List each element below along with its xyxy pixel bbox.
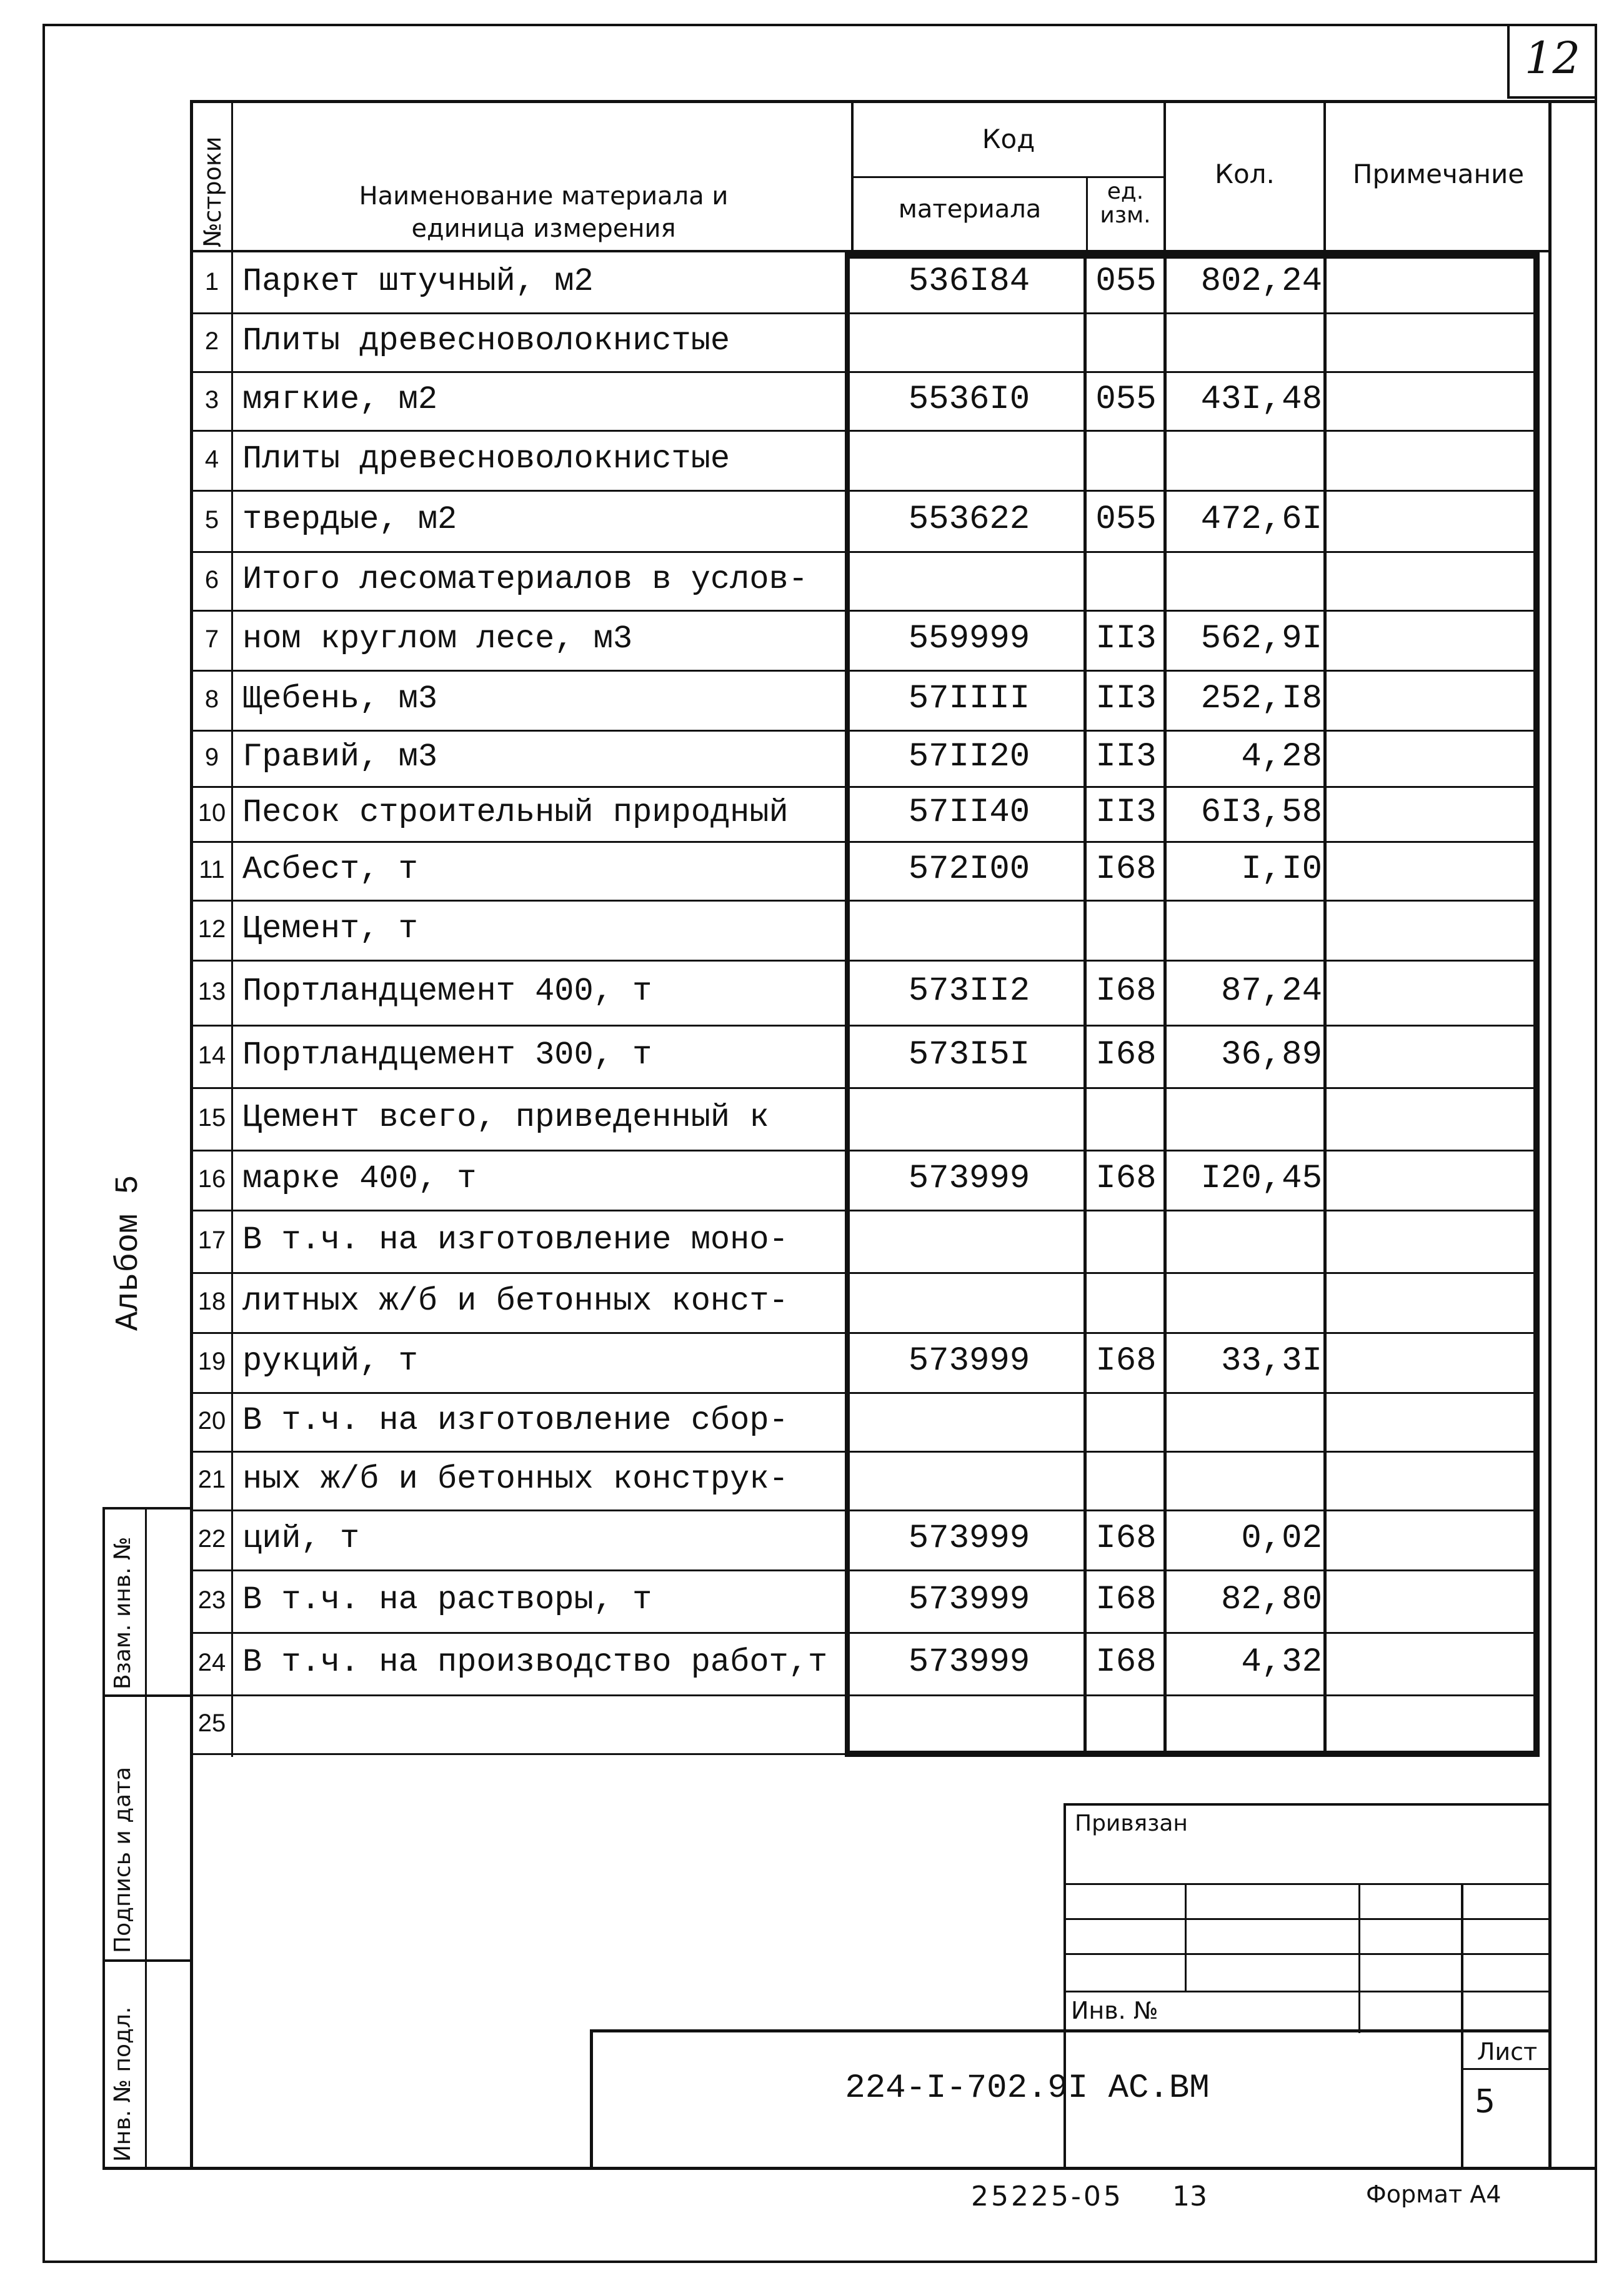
quantity: 87,24 — [1220, 972, 1322, 1010]
quantity: 252,I8 — [1200, 679, 1322, 718]
row-number: 21 — [197, 1466, 226, 1494]
row-number: 14 — [197, 1042, 226, 1070]
material-name: рукций, т — [242, 1342, 418, 1380]
header-row-number: №строки — [199, 136, 226, 247]
material-code: 57IIII — [908, 679, 1030, 718]
row-number: 4 — [204, 445, 219, 474]
replaced-inventory-label: Взам. инв. № — [110, 1536, 136, 1689]
unit-code: II3 — [1095, 619, 1157, 658]
unit-code: I68 — [1095, 1580, 1157, 1619]
unit-code: 055 — [1095, 500, 1157, 539]
header-material-code: материала — [898, 195, 1042, 224]
row-number: 23 — [197, 1586, 226, 1614]
row-number: 17 — [197, 1226, 226, 1255]
row-number: 25 — [197, 1709, 226, 1738]
material-name: Итого лесоматериалов в услов- — [242, 560, 808, 598]
material-name: Щебень, м3 — [242, 680, 438, 717]
unit-code: I68 — [1095, 1643, 1157, 1681]
row-number: 13 — [197, 978, 226, 1006]
material-code: 573I5I — [908, 1035, 1030, 1074]
material-name: Плиты древесноволокнистые — [242, 322, 730, 359]
row-number: 18 — [197, 1288, 226, 1316]
row-number: 8 — [204, 685, 219, 714]
quantity: 802,24 — [1200, 262, 1322, 301]
unit-code: II3 — [1095, 793, 1157, 832]
material-name: Цемент всего, приведенный к — [242, 1098, 769, 1136]
page-number-handwritten: 12 — [1525, 32, 1581, 84]
unit-code: I68 — [1095, 850, 1157, 888]
unit-code: II3 — [1095, 679, 1157, 718]
material-name: В т.ч. на растворы, т — [242, 1581, 652, 1618]
material-name: Плиты древесноволокнистые — [242, 440, 730, 477]
format-label: Формат А4 — [1366, 2181, 1502, 2208]
row-number: 24 — [197, 1649, 226, 1677]
row-number: 15 — [197, 1104, 226, 1132]
quantity: 562,9I — [1200, 619, 1322, 658]
material-name: Паркет штучный, м2 — [242, 262, 594, 300]
original-inventory-label: Инв. № подл. — [110, 2006, 136, 2162]
document-code: 224-I-702.9I АС.ВМ — [845, 2069, 1210, 2107]
material-name: Портландцемент 400, т — [242, 972, 652, 1010]
row-number: 6 — [204, 566, 219, 594]
quantity: 33,3I — [1220, 1341, 1322, 1380]
footer-number: 25225-05 — [971, 2181, 1123, 2212]
row-number: 9 — [204, 744, 219, 772]
material-code: 573999 — [908, 1159, 1030, 1198]
unit-code: I68 — [1095, 972, 1157, 1010]
material-code: 573II2 — [908, 972, 1030, 1010]
header-name — [237, 147, 850, 245]
quantity: 36,89 — [1220, 1035, 1322, 1074]
footer-copy-number: 13 — [1172, 2181, 1207, 2212]
material-name: марке 400, т — [242, 1160, 477, 1197]
material-name: В т.ч. на производство работ,т — [242, 1643, 828, 1681]
unit-code: I68 — [1095, 1341, 1157, 1380]
unit-code: 055 — [1095, 262, 1157, 301]
inventory-number-label: Инв. № — [1071, 1997, 1158, 2024]
material-code: 5536I0 — [908, 380, 1030, 419]
header-quantity: Кол. — [1215, 159, 1275, 189]
quantity: 6I3,58 — [1200, 793, 1322, 832]
attached-label: Привязан — [1075, 1811, 1188, 1836]
material-code: 559999 — [908, 619, 1030, 658]
material-name: твердые, м2 — [242, 500, 457, 538]
material-code: 57II40 — [908, 793, 1030, 832]
material-name: мягкие, м2 — [242, 381, 438, 418]
unit-code: I68 — [1095, 1035, 1157, 1074]
material-code: 553622 — [908, 500, 1030, 539]
sheet-label: Лист — [1477, 2038, 1538, 2066]
signature-date-label: Подпись и дата — [110, 1766, 136, 1953]
quantity: 4,28 — [1241, 737, 1322, 776]
header-note: Примечание — [1352, 159, 1525, 189]
row-number: 3 — [204, 386, 219, 414]
material-name: В т.ч. на изготовление сбор- — [242, 1401, 789, 1439]
header-code: Код — [982, 124, 1035, 154]
quantity: I,I0 — [1241, 850, 1322, 888]
row-number: 19 — [197, 1348, 226, 1376]
row-number: 1 — [204, 268, 219, 296]
material-name: ном круглом лесе, м3 — [242, 620, 633, 657]
row-number: 12 — [197, 915, 226, 943]
material-name: ных ж/б и бетонных конструк- — [242, 1460, 789, 1498]
material-code: 573999 — [908, 1341, 1030, 1380]
unit-code: 055 — [1095, 380, 1157, 419]
unit-code: I68 — [1095, 1159, 1157, 1198]
quantity: 0,02 — [1241, 1519, 1322, 1558]
material-code: 573999 — [908, 1580, 1030, 1619]
header-name-text: Наименование материала и единица измерения — [359, 182, 729, 243]
material-code: 573999 — [908, 1519, 1030, 1558]
quantity: 4,32 — [1241, 1643, 1322, 1681]
material-name: Асбест, т — [242, 850, 418, 888]
material-name: В т.ч. на изготовление моно- — [242, 1221, 789, 1258]
material-name: Гравий, м3 — [242, 738, 438, 775]
material-name: Песок строительный природный — [242, 793, 789, 831]
material-code: 572I00 — [908, 850, 1030, 888]
header-unit: ед. изм. — [1100, 179, 1151, 228]
material-name: Цемент, т — [242, 910, 418, 947]
sheet-number: 5 — [1475, 2083, 1496, 2121]
row-number: 22 — [197, 1525, 226, 1553]
material-name: литных ж/б и бетонных конст- — [242, 1282, 789, 1320]
material-code: 57II20 — [908, 737, 1030, 776]
row-number: 20 — [197, 1407, 226, 1435]
row-number: 5 — [204, 506, 219, 534]
quantity: 472,6I — [1200, 500, 1322, 539]
album-label: Альбом 5 — [110, 1175, 147, 1331]
material-code: 573999 — [908, 1643, 1030, 1681]
unit-code: I68 — [1095, 1519, 1157, 1558]
material-name: Портландцемент 300, т — [242, 1036, 652, 1073]
quantity: 82,80 — [1220, 1580, 1322, 1619]
row-number: 2 — [204, 327, 219, 356]
material-code: 536I84 — [908, 262, 1030, 301]
quantity: I20,45 — [1200, 1159, 1322, 1198]
unit-code: II3 — [1095, 737, 1157, 776]
row-number: 16 — [197, 1165, 226, 1193]
material-name: ций, т — [242, 1520, 360, 1557]
row-number: 11 — [199, 856, 225, 884]
row-number: 10 — [197, 799, 226, 827]
quantity: 43I,48 — [1200, 380, 1322, 419]
row-number: 7 — [204, 625, 219, 654]
